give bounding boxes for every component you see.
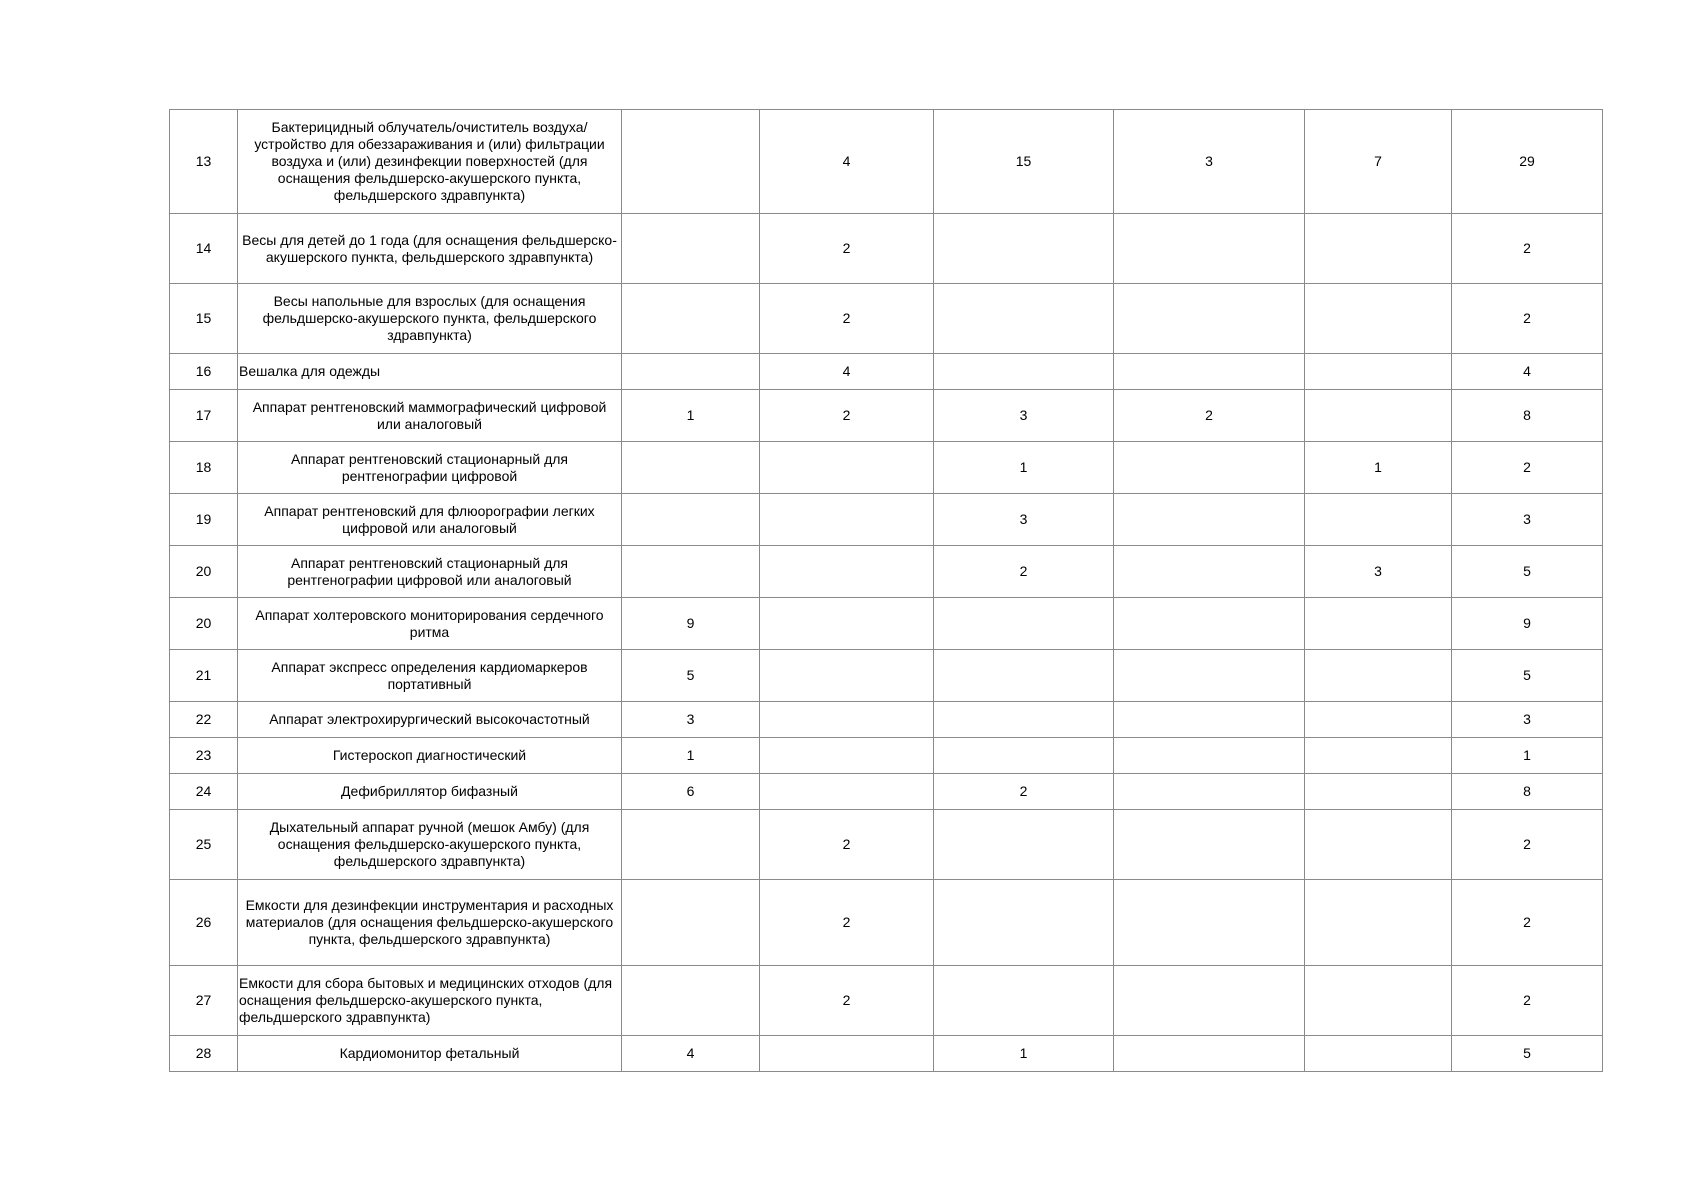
qty-col-3-cell: [934, 284, 1114, 354]
row-number-cell: 26: [170, 880, 238, 966]
qty-col-1-cell: [622, 966, 760, 1036]
qty-col-2-cell: [760, 650, 934, 702]
qty-col-4-cell: [1114, 354, 1305, 390]
row-number-cell: 16: [170, 354, 238, 390]
qty-col-2-cell: [760, 702, 934, 738]
total-cell: 4: [1452, 354, 1603, 390]
equipment-name-cell: Емкости для сбора бытовых и медицинских отходов (для оснащения фельдшерско-акушерского пункта, фельдшерского здравпункта): [238, 966, 622, 1036]
qty-col-5-cell: [1305, 880, 1452, 966]
total-cell: 5: [1452, 650, 1603, 702]
qty-col-3-cell: 1: [934, 442, 1114, 494]
total-cell: 3: [1452, 702, 1603, 738]
equipment-table-page: [169, 109, 1602, 1072]
equipment-name-cell: Дефибриллятор бифазный: [238, 774, 622, 810]
total-cell: 8: [1452, 390, 1603, 442]
equipment-name-cell: Весы для детей до 1 года (для оснащения фельдшерско-акушерского пункта, фельдшерского здравпункта): [238, 214, 622, 284]
table-row: [170, 494, 1603, 546]
qty-col-1-cell: 3: [622, 702, 760, 738]
qty-col-3-cell: [934, 810, 1114, 880]
qty-col-4-cell: [1114, 1036, 1305, 1072]
table-row: [170, 354, 1603, 390]
total-cell: 2: [1452, 214, 1603, 284]
equipment-name-cell: Дыхательный аппарат ручной (мешок Амбу) (для оснащения фельдшерско-акушерского пункта, фельдшерского здравпункта): [238, 810, 622, 880]
equipment-name-cell: Аппарат экспресс определения кардиомаркеров портативный: [238, 650, 622, 702]
qty-col-2-cell: [760, 1036, 934, 1072]
equipment-name-cell: Емкости для дезинфекции инструментария и расходных материалов (для оснащения фельдшерско-акушерского пункта, фельдшерского здравпункта): [238, 880, 622, 966]
qty-col-5-cell: [1305, 810, 1452, 880]
row-number-cell: 15: [170, 284, 238, 354]
qty-col-2-cell: [760, 546, 934, 598]
row-number-cell: 13: [170, 110, 238, 214]
table-row: [170, 738, 1603, 774]
qty-col-5-cell: [1305, 598, 1452, 650]
qty-col-5-cell: [1305, 354, 1452, 390]
table-row: [170, 880, 1603, 966]
row-number-cell: 27: [170, 966, 238, 1036]
total-cell: 2: [1452, 810, 1603, 880]
qty-col-2-cell: 2: [760, 966, 934, 1036]
row-number-cell: 20: [170, 546, 238, 598]
qty-col-5-cell: [1305, 774, 1452, 810]
qty-col-5-cell: 3: [1305, 546, 1452, 598]
total-cell: 5: [1452, 1036, 1603, 1072]
row-number-cell: 14: [170, 214, 238, 284]
table-row: [170, 598, 1603, 650]
total-cell: 8: [1452, 774, 1603, 810]
qty-col-4-cell: [1114, 966, 1305, 1036]
equipment-name-cell: Гистероскоп диагностический: [238, 738, 622, 774]
qty-col-1-cell: 4: [622, 1036, 760, 1072]
qty-col-5-cell: [1305, 738, 1452, 774]
qty-col-5-cell: [1305, 650, 1452, 702]
row-number-cell: 19: [170, 494, 238, 546]
qty-col-1-cell: [622, 442, 760, 494]
table-row: [170, 702, 1603, 738]
qty-col-4-cell: [1114, 598, 1305, 650]
row-number-cell: 18: [170, 442, 238, 494]
row-number-cell: 22: [170, 702, 238, 738]
qty-col-1-cell: 1: [622, 738, 760, 774]
qty-col-2-cell: [760, 774, 934, 810]
qty-col-3-cell: [934, 966, 1114, 1036]
qty-col-2-cell: [760, 598, 934, 650]
table-row: [170, 214, 1603, 284]
table-row: [170, 442, 1603, 494]
qty-col-3-cell: [934, 702, 1114, 738]
qty-col-3-cell: 3: [934, 494, 1114, 546]
qty-col-2-cell: 2: [760, 390, 934, 442]
qty-col-2-cell: 2: [760, 214, 934, 284]
qty-col-3-cell: [934, 354, 1114, 390]
qty-col-4-cell: [1114, 442, 1305, 494]
qty-col-2-cell: [760, 442, 934, 494]
qty-col-3-cell: [934, 214, 1114, 284]
qty-col-4-cell: [1114, 650, 1305, 702]
qty-col-1-cell: [622, 110, 760, 214]
table-row: [170, 650, 1603, 702]
qty-col-4-cell: [1114, 494, 1305, 546]
qty-col-1-cell: [622, 214, 760, 284]
qty-col-5-cell: [1305, 494, 1452, 546]
total-cell: 2: [1452, 442, 1603, 494]
total-cell: 3: [1452, 494, 1603, 546]
qty-col-1-cell: 5: [622, 650, 760, 702]
qty-col-2-cell: 4: [760, 110, 934, 214]
table-body: [170, 110, 1603, 1072]
qty-col-3-cell: 15: [934, 110, 1114, 214]
qty-col-4-cell: 2: [1114, 390, 1305, 442]
row-number-cell: 21: [170, 650, 238, 702]
qty-col-3-cell: 1: [934, 1036, 1114, 1072]
qty-col-1-cell: [622, 284, 760, 354]
table-row: [170, 966, 1603, 1036]
qty-col-1-cell: [622, 494, 760, 546]
qty-col-4-cell: [1114, 702, 1305, 738]
qty-col-1-cell: [622, 880, 760, 966]
qty-col-2-cell: 2: [760, 284, 934, 354]
equipment-name-cell: Аппарат холтеровского мониторирования сердечного ритма: [238, 598, 622, 650]
row-number-cell: 17: [170, 390, 238, 442]
qty-col-1-cell: [622, 810, 760, 880]
qty-col-5-cell: 7: [1305, 110, 1452, 214]
table-row: [170, 110, 1603, 214]
qty-col-3-cell: [934, 598, 1114, 650]
total-cell: 5: [1452, 546, 1603, 598]
total-cell: 1: [1452, 738, 1603, 774]
equipment-name-cell: Бактерицидный облучатель/очиститель воздуха/устройство для обеззараживания и (или) фильтрации воздуха и (или) дезинфекции поверхностей (для оснащения фельдшерско-акушерского пункта, фельдшерского здравпункта): [238, 110, 622, 214]
equipment-name-cell: Аппарат рентгеновский стационарный для рентгенографии цифровой или аналоговый: [238, 546, 622, 598]
qty-col-3-cell: 2: [934, 546, 1114, 598]
qty-col-2-cell: 2: [760, 880, 934, 966]
table-row: [170, 810, 1603, 880]
qty-col-3-cell: [934, 650, 1114, 702]
qty-col-3-cell: 2: [934, 774, 1114, 810]
equipment-name-cell: Аппарат рентгеновский для флюорографии легких цифровой или аналоговый: [238, 494, 622, 546]
qty-col-1-cell: 1: [622, 390, 760, 442]
qty-col-5-cell: [1305, 214, 1452, 284]
qty-col-2-cell: 2: [760, 810, 934, 880]
qty-col-4-cell: [1114, 546, 1305, 598]
qty-col-5-cell: [1305, 390, 1452, 442]
equipment-name-cell: Кардиомонитор фетальный: [238, 1036, 622, 1072]
qty-col-3-cell: [934, 738, 1114, 774]
equipment-table: [169, 109, 1603, 1072]
total-cell: 2: [1452, 966, 1603, 1036]
total-cell: 9: [1452, 598, 1603, 650]
qty-col-3-cell: 3: [934, 390, 1114, 442]
table-row: [170, 390, 1603, 442]
qty-col-5-cell: [1305, 1036, 1452, 1072]
qty-col-1-cell: 9: [622, 598, 760, 650]
qty-col-4-cell: [1114, 738, 1305, 774]
table-row: [170, 284, 1603, 354]
row-number-cell: 23: [170, 738, 238, 774]
qty-col-1-cell: [622, 546, 760, 598]
row-number-cell: 28: [170, 1036, 238, 1072]
qty-col-5-cell: 1: [1305, 442, 1452, 494]
qty-col-4-cell: [1114, 214, 1305, 284]
row-number-cell: 20: [170, 598, 238, 650]
qty-col-4-cell: [1114, 284, 1305, 354]
qty-col-5-cell: [1305, 702, 1452, 738]
qty-col-2-cell: [760, 494, 934, 546]
qty-col-5-cell: [1305, 966, 1452, 1036]
row-number-cell: 24: [170, 774, 238, 810]
qty-col-4-cell: [1114, 774, 1305, 810]
equipment-name-cell: Аппарат рентгеновский маммографический цифровой или аналоговый: [238, 390, 622, 442]
equipment-name-cell: Аппарат электрохирургический высокочастотный: [238, 702, 622, 738]
equipment-name-cell: Весы напольные для взрослых (для оснащения фельдшерско-акушерского пункта, фельдшерского здравпункта): [238, 284, 622, 354]
total-cell: 29: [1452, 110, 1603, 214]
qty-col-3-cell: [934, 880, 1114, 966]
qty-col-4-cell: [1114, 810, 1305, 880]
qty-col-2-cell: [760, 738, 934, 774]
equipment-name-cell: Аппарат рентгеновский стационарный для рентгенографии цифровой: [238, 442, 622, 494]
table-row: [170, 546, 1603, 598]
table-row: [170, 1036, 1603, 1072]
total-cell: 2: [1452, 284, 1603, 354]
equipment-name-cell: Вешалка для одежды: [238, 354, 622, 390]
total-cell: 2: [1452, 880, 1603, 966]
qty-col-1-cell: [622, 354, 760, 390]
qty-col-4-cell: [1114, 880, 1305, 966]
qty-col-2-cell: 4: [760, 354, 934, 390]
table-row: [170, 774, 1603, 810]
qty-col-5-cell: [1305, 284, 1452, 354]
qty-col-1-cell: 6: [622, 774, 760, 810]
qty-col-4-cell: 3: [1114, 110, 1305, 214]
row-number-cell: 25: [170, 810, 238, 880]
